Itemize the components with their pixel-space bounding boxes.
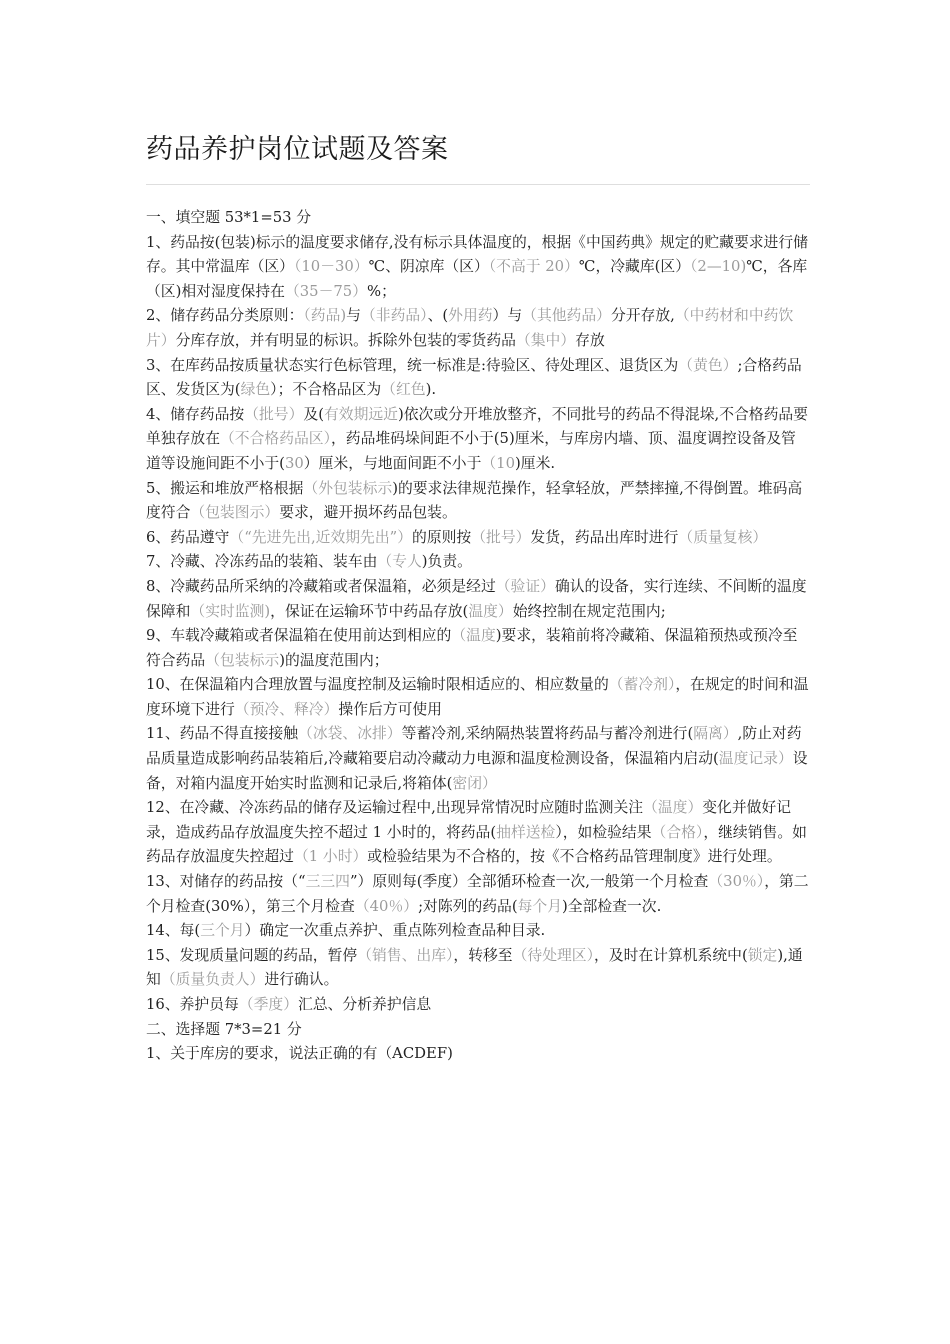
answer-text: （实时监测) [190, 602, 271, 620]
answer-text: 外用药 [448, 307, 493, 325]
question-text: )依次或分开堆放整齐，不同批号的药品不得混垛,不合格药品要单独存放在 [146, 405, 808, 448]
answer-text: （药品) [303, 307, 347, 325]
paragraph [146, 1042, 810, 1067]
answer-text: （1 小时） [293, 848, 368, 866]
question-text: 4、储存药品按 [146, 405, 245, 423]
question-text: 确认的设备，实行连续、不间断的温度保障和 [146, 577, 807, 620]
question-text: )全部检查一次. [562, 897, 662, 915]
question-text: ”）原则每(季度）全部循环检查一次,一般第一个月检查 [349, 873, 709, 891]
answer-text: （销售、出库） [357, 946, 454, 964]
question-text: ℃、阴凉库（区） [368, 258, 489, 276]
document-page [146, 128, 810, 1067]
question-text: 2、储存药品分类原则： [146, 307, 304, 325]
question-text: 分库存放，并有明显的标识。拆除外包装的零货药品 [175, 331, 516, 349]
question-text: ;合格药品区、发货区为( [146, 356, 802, 399]
answer-text: 隔离） [693, 725, 738, 743]
paragraph [146, 796, 810, 870]
question-text: 11、药品不得直接接触 [146, 725, 299, 743]
paragraph [146, 550, 810, 575]
question-text: 分开存放, [610, 307, 675, 325]
question-text: 等蓄冷剂,采纳隔热装置将药品与蓄冷剂进行( [401, 725, 694, 743]
question-text: 及( [303, 405, 324, 423]
question-text: 9、车载冷藏箱或者保温箱在使用前达到相应的 [146, 627, 452, 645]
answer-text: 每个月 [517, 897, 563, 915]
question-text: 要求，避开损坏药品包装。 [279, 504, 457, 522]
answer-text: （集中） [515, 331, 576, 349]
answer-text: （质量复核） [678, 528, 768, 546]
question-text: ，在规定的时间和温度环境下进行 [146, 676, 809, 718]
answer-text: 锁定 [747, 946, 778, 964]
question-text: 12、在冷藏、冷冻药品的储存及运输过程中,出现异常情况时应随时监测关注 [146, 799, 644, 817]
question-text: 进行确认。 [264, 971, 339, 989]
answer-text: （10 [481, 454, 516, 472]
question-text: ). [425, 381, 437, 399]
title-divider [146, 184, 810, 185]
answer-text: （2—10) [690, 258, 747, 276]
question-text: ，转移至 [453, 946, 513, 964]
answer-text: （中药材和中药饮片） [146, 307, 794, 349]
paragraph [146, 624, 810, 673]
question-text: 的原则按 [412, 528, 472, 546]
question-text: ）与 [492, 307, 523, 325]
question-text: 始终控制在规定范围内; [512, 602, 666, 620]
answer-text: （批号） [244, 405, 304, 423]
answer-text: 有效期远近 [323, 405, 398, 423]
answer-text: （包装标示 [205, 651, 280, 669]
question-text: 1、药品按(包装)标示的温度要求储存,没有标示具体温度的，根据《中国药典》规定的贮藏要求进行储存。其中常温库（区） [146, 233, 808, 276]
paragraph [146, 231, 810, 305]
answer-text: 绿色 [240, 381, 271, 399]
paragraph [146, 944, 810, 993]
question-text: 10、在保温箱内合理放置与温度控制及运输时限相适应的、相应数量的 [146, 676, 609, 694]
answer-text: （35－75） [284, 282, 368, 300]
question-text: ),通知 [146, 946, 803, 989]
question-text: 5、搬运和堆放严格根据 [146, 479, 304, 497]
document-title: 药品养护岗位试题及答案 [146, 134, 449, 165]
answer-text: （季度） [238, 996, 299, 1013]
answer-text: （包装图示） [190, 504, 280, 522]
answer-text: （其他药品） [522, 307, 611, 325]
answer-text: （30％） [708, 873, 765, 891]
question-text: 3、在库药品按质量状态实行色标管理，统一标准是:待验区、待处理区、退货区为 [146, 356, 679, 374]
answer-text: （质量负责人） [160, 971, 265, 989]
answer-text: （专人 [377, 553, 422, 571]
question-text: 8、冷藏药品所采纳的冷藏箱或者保温箱，必须是经过 [146, 577, 496, 595]
question-text: 设备，对箱内温度开始实时监测和记录后,将箱体( [146, 750, 808, 792]
answer-text: 温度记录） [718, 750, 793, 768]
answer-text: （非药品） [360, 307, 428, 325]
paragraph [146, 673, 810, 722]
question-text: 13、对储存的药品按（“ [146, 873, 306, 891]
paragraph [146, 354, 810, 403]
answer-text: 抽样送检 [496, 823, 556, 841]
paragraph [146, 403, 810, 477]
paragraph [146, 919, 810, 944]
answer-text: （“先进先出,近效期先出”） [229, 528, 413, 546]
answer-text: （40％） [354, 897, 419, 915]
question-text: ;对陈列的药品( [418, 897, 518, 915]
question-text: ，及时在计算机系统中( [593, 946, 748, 964]
question-text: ,防止对药品质量造成影响药品装箱后,冷藏箱要启动冷藏动力电源和温度检测设备，保温箱内启动( [146, 725, 802, 768]
question-text: %； [367, 282, 396, 300]
answer-text: （不合格药品区） [220, 430, 331, 448]
question-text: 汇总、分析养护信息 [298, 996, 432, 1013]
question-text: 发货，药品出库时进行 [530, 528, 679, 546]
paragraph [146, 304, 810, 353]
answer-text: 温度） [468, 602, 513, 620]
question-text: )的要求法律规范操作，轻拿轻放，严禁摔撞,不得倒置。堆码高度符合 [146, 479, 803, 522]
answer-text: （黄色） [678, 356, 738, 374]
answer-text: （温度） [643, 799, 703, 817]
document-body [146, 206, 810, 1067]
answer-text: 三三四 [305, 873, 350, 891]
paragraph [146, 477, 810, 526]
question-text: ，继续销售。如药品存放温度失控超过 [146, 823, 807, 866]
paragraph [146, 575, 810, 624]
question-text: ）确定一次重点养护、重点陈列检查品种目录. [244, 922, 546, 940]
answer-text: （待处理区） [512, 946, 594, 964]
paragraph [146, 993, 810, 1018]
question-text: 、( [427, 307, 449, 325]
answer-text: 密闭） [452, 774, 497, 792]
question-text: 与 [346, 307, 361, 325]
question-text: ），如检验结果 [555, 823, 652, 841]
question-text: 15、发现质量问题的药品，暂停 [146, 946, 358, 964]
answer-text: 三个月 [200, 922, 245, 940]
question-text: 变化并做好记录，造成药品存放温度失控不超过 1 小时的，将药品( [146, 799, 792, 841]
answer-text: （合格） [651, 823, 704, 841]
answer-text: （红色 [381, 381, 426, 399]
answer-text: （冰袋、冰排） [298, 725, 402, 743]
question-text: 存放 [575, 331, 605, 349]
question-text: )要求，装箱前将冷藏箱、保温箱预热或预冷至符合药品 [146, 627, 798, 669]
paragraph [146, 206, 810, 231]
question-text: 或检验结果为不合格的，按《不合格药品管理制度》进行处理。 [367, 848, 782, 866]
question-text: 1、关于库房的要求，说法正确的有（ACDEF) [146, 1045, 453, 1063]
question-text: 二、选择题 7*3=21 分 [146, 1020, 302, 1038]
question-text: 16、养护员每 [146, 996, 239, 1013]
answer-text: （批号） [471, 528, 531, 546]
paragraph [146, 870, 810, 919]
question-text: ℃，冷藏库(区） [578, 258, 691, 276]
answer-text: （蓄冷剂） [608, 676, 676, 694]
answer-text: （验证） [495, 577, 555, 595]
answer-text: （10－30） [293, 258, 369, 276]
question-text: )负责。 [421, 553, 472, 571]
question-text: 6、药品遵守 [146, 528, 230, 546]
paragraph [146, 526, 810, 551]
question-text: )厘米. [515, 454, 556, 472]
question-text: ，第二个月检查(30%），第三个月检查 [146, 873, 809, 915]
question-text: )的温度范围内； [279, 651, 389, 669]
question-text: ）；不合格品区为 [270, 381, 382, 399]
question-text: 操作后方可使用 [338, 700, 442, 718]
answer-text: 30 [284, 454, 304, 472]
question-text: ，保证在运输环节中药品存放( [270, 602, 469, 620]
question-text: 7、冷藏、冷冻药品的装箱、装车由 [146, 553, 378, 571]
answer-text: （外包装标示 [303, 479, 393, 497]
answer-text: （不高于 20） [488, 258, 579, 276]
question-text: ，药品堆码垛间距不小于(5)厘米，与库房内墙、顶、温度调控设备及管道等设施间距不小于( [146, 430, 796, 472]
paragraph [146, 1018, 810, 1043]
question-text: 一、填空题 53*1=53 分 [146, 209, 312, 226]
question-text: ℃，各库（区)相对湿度保持在 [146, 258, 808, 300]
paragraph [146, 722, 810, 796]
answer-text: （预冷、释冷） [234, 700, 339, 718]
answer-text: （温度 [451, 627, 496, 645]
question-text: ）厘米，与地面间距不小于 [303, 454, 482, 472]
question-text: 14、每( [146, 922, 201, 940]
